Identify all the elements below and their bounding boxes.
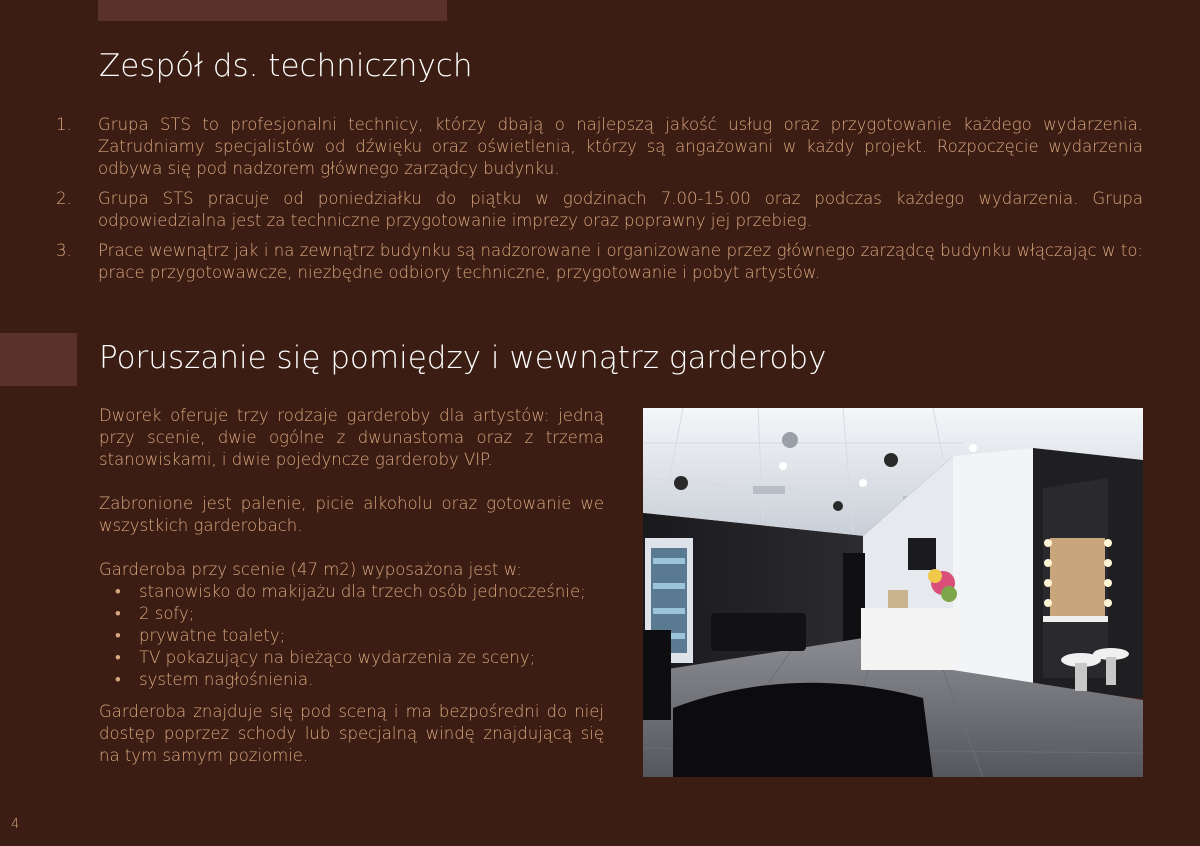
- list-item: [99, 625, 604, 647]
- list-item-text: system nagłośnienia.: [139, 670, 314, 689]
- bullet-icon: •: [115, 648, 121, 667]
- location-paragraph: Garderoba znajduje się pod sceną i ma bezpośredni do niej dostęp poprzez schody lub specjalną windę znajdującą się na tym samym poziomie.: [99, 702, 604, 765]
- bullet-icon: •: [115, 670, 121, 689]
- list-item: [99, 603, 604, 625]
- page-number: 4: [11, 817, 20, 832]
- section-title-technical-team: Zespół ds. technicznych: [99, 48, 473, 84]
- rules-paragraph: Zabronione jest palenie, picie alkoholu oraz gotowanie we wszystkich garderobach.: [99, 494, 604, 535]
- list-item: [56, 114, 1143, 180]
- list-item-number: 1.: [56, 115, 72, 134]
- equipment-list: [99, 581, 604, 691]
- list-item-number: 2.: [56, 189, 72, 208]
- list-item: [99, 669, 604, 691]
- list-item: [99, 581, 604, 603]
- intro-paragraph: Dworek oferuje trzy rodzaje garderoby dla artystów: jedną przy scenie, dwie ogólne z dwunastoma oraz z trzema stanowiskami, i dwie pojedyncze garderoby VIP.: [99, 406, 604, 469]
- list-item-text: prywatne toalety;: [139, 626, 286, 645]
- list-item-text: 2 sofy;: [139, 604, 195, 623]
- bullet-icon: •: [115, 582, 121, 601]
- equipment-intro: Garderoba przy scenie (47 m2) wyposażona jest w:: [99, 560, 522, 579]
- list-item-text: Prace wewnątrz jak i na zewnątrz budynku są nadzorowane i organizowane przez głównego zarządcę budynku włączając w to: prace przygotowawcze, niezbędne odbiory techniczne, przygotowanie i pobyt artystów.: [98, 241, 1143, 282]
- list-item: [56, 240, 1143, 284]
- bullet-icon: •: [115, 604, 121, 623]
- side-accent-block: [0, 333, 77, 386]
- list-item-number: 3.: [56, 241, 72, 260]
- technical-team-list: [56, 114, 1143, 292]
- dressing-room-photo: [643, 408, 1143, 777]
- list-item-text: stanowisko do makijażu dla trzech osób jednocześnie;: [139, 582, 586, 601]
- list-item: [56, 188, 1143, 232]
- top-accent-bar: [98, 0, 447, 21]
- list-item-text: Grupa STS pracuje od poniedziałku do piątku w godzinach 7.00-15.00 oraz podczas każdego wydarzenia. Grupa odpowiedzialna jest za techniczne przygotowanie imprezy oraz poprawny jej przebieg.: [98, 189, 1143, 230]
- section-title-dressing-rooms: Poruszanie się pomiędzy i wewnątrz garderoby: [99, 340, 827, 376]
- list-item: [99, 647, 604, 669]
- list-item-text: TV pokazujący na bieżąco wydarzenia ze sceny;: [139, 648, 536, 667]
- bullet-icon: •: [115, 626, 121, 645]
- dressing-room-text-column: [99, 405, 604, 767]
- list-item-text: Grupa STS to profesjonalni technicy, którzy dbają o najlepszą jakość usług oraz przygotowanie każdego wydarzenia. Zatrudniamy specjalistów od dźwięku oraz oświetlenia, którzy są angażowani w każdy projekt. Rozpoczęcie wydarzenia odbywa się pod nadzorem głównego zarządcy budynku.: [98, 115, 1143, 178]
